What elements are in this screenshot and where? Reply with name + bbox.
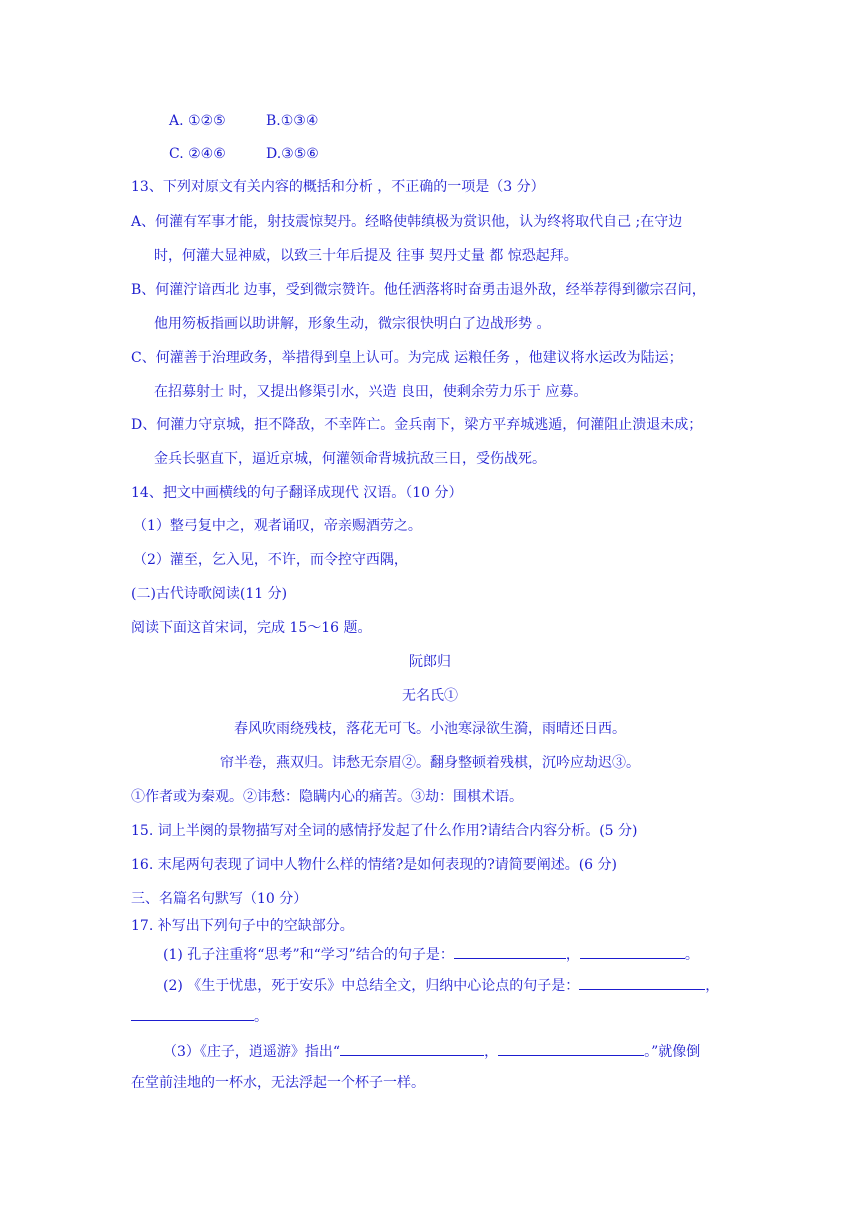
question-17-stem: 17. 补写出下列句子中的空缺部分。 (131, 918, 354, 934)
question-13-option-c-line1: C、何灌善于治理政务，举措得到皇上认可。为完成 运粮任务 ，他建议将水运改为陆运； (131, 350, 683, 366)
poem-title: 阮郎归 (409, 654, 451, 670)
answer-blank[interactable] (580, 944, 685, 959)
section-2-heading: (二)古代诗歌阅读(11 分) (131, 586, 288, 602)
section-2-intro: 阅读下面这首宋词，完成 15～16 题。 (131, 620, 372, 636)
question-17-item-3-continued: 在堂前洼地的一杯水，无法浮起一个杯子一样。 (131, 1075, 425, 1091)
item-1-text: (1) 孔子注重将“思考”和“学习”结合的句子是： (163, 947, 454, 963)
answer-blank[interactable] (131, 1006, 254, 1021)
option-d: D.③⑤⑥ (266, 146, 319, 162)
option-c: C. ②④⑥ (169, 146, 226, 162)
poem-notes: ①作者或为秦观。②讳愁：隐瞒内心的痛苦。③劫：围棋术语。 (131, 789, 523, 805)
question-13-option-d-line2: 金兵长驱直下，逼近京城，何灌领命背城抗敌三日，受伤战死。 (154, 451, 546, 467)
item-1-separator: ， (565, 947, 580, 963)
item-3-separator: ， (484, 1044, 499, 1060)
question-13-stem: 13、下列对原文有关内容的概括和分析 ，不正确的一项是（3 分） (131, 179, 545, 195)
poem-line-1: 春风吹雨绕残枝，落花无可飞。小池寒渌欲生漪，雨晴还日西。 (234, 721, 626, 737)
question-14-sentence-1: （1）整弓复中之，观者诵叹，帝亲赐酒劳之。 (133, 518, 422, 534)
item-2-separator: ， (705, 978, 720, 994)
item-2-text: (2) 《生于忧患，死于安乐》中总结全文，归纳中心论点的句子是： (163, 978, 580, 994)
question-16: 16. 末尾两句表现了词中人物什么样的情绪?是如何表现的?请简要阐述。(6 分) (131, 857, 618, 873)
question-17-item-2 (163, 975, 719, 996)
answer-blank[interactable] (498, 1041, 644, 1056)
question-13-option-b-line2: 他用笏板指画以助讲解，形象生动，微宗很快明白了边战形势 。 (154, 316, 551, 332)
item-1-end: 。 (684, 947, 699, 963)
poem-line-2: 帘半卷，燕双归。讳愁无奈眉②。翻身整顿着残棋，沉吟应劫迟③。 (220, 755, 640, 771)
option-a: A. ①②⑤ (169, 113, 226, 129)
question-13-option-a-line2: 时，何灌大显神威，以致三十年后提及 往事 契丹丈量 都 惊恐起拜。 (154, 248, 578, 264)
question-14-stem: 14、把文中画横线的句子翻译成现代 汉语。（10 分） (131, 485, 463, 501)
question-13-option-b-line1: B、何灌泞谙西北 边事，受到微宗赞许。他任洒落将时奋勇击退外敌，经举荐得到徽宗召问， (131, 282, 706, 298)
answer-blank[interactable] (579, 975, 705, 990)
item-2-end: 。 (254, 1009, 268, 1025)
question-13-option-a-line1: A、何灌有军事才能，射技震惊契丹。经略使韩缜极为赏识他，认为终将取代自己 ;在守边 (131, 214, 683, 230)
item-3-text: （3）《庄子，逍遥游》指出“ (163, 1044, 341, 1060)
section-3-heading: 三、名篇名句默写（10 分） (131, 891, 308, 907)
question-13-option-c-line2: 在招募射士 时，又提出修渠引水，兴造 良田，使剩余劳力乐于 应募。 (154, 384, 588, 400)
question-17-item-1 (163, 944, 699, 965)
item-3-end: 。”就像倒 (644, 1044, 701, 1060)
question-17-item-2-continued (131, 1006, 268, 1027)
answer-blank[interactable] (454, 944, 566, 959)
question-14-sentence-2: （2）灌至，乞入见，不许，而令控守西隅， (133, 552, 408, 568)
question-13-option-d-line1: D、何灌力守京城，拒不降敌，不幸阵亡。金兵南下，梁方平弃城逃遁，何灌阻止溃退未成； (131, 417, 703, 433)
poem-author: 无名氏① (402, 688, 458, 704)
option-b: B.①③④ (266, 113, 319, 129)
answer-blank[interactable] (340, 1041, 484, 1056)
question-17-item-3 (163, 1041, 700, 1062)
question-15: 15. 词上半阕的景物描写对全词的感情抒发起了什么作用?请结合内容分析。(5 分) (131, 823, 638, 839)
